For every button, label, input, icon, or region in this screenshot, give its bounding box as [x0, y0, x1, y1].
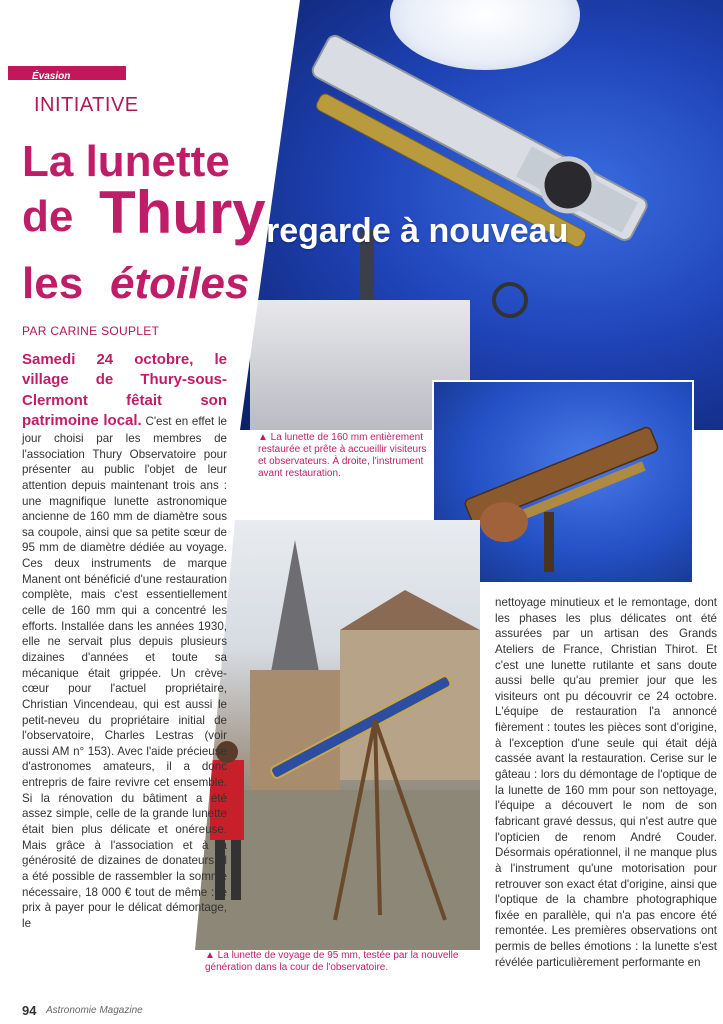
- title-line-2-de: de: [22, 192, 74, 241]
- title-line-1: La lunette: [22, 137, 230, 186]
- section-tag-label: Évasion: [32, 71, 71, 82]
- photo-caption-top: ▲ La lunette de 160 mm entièrement restaurée et prête à accueillir visiteurs et observateurs. À droite, l'instrument avant restauration.: [258, 432, 427, 479]
- article-column-1: [22, 350, 227, 932]
- article-lead: Samedi 24 octobre, le village de Thury-sous-Clermont fêtait son patrimoine local.: [22, 351, 227, 429]
- article-col1-text: C'est en effet le jour choisi par les membres de l'association Thury Observatoire pour présenter au public l'objet de leur attention depuis maintenant trois ans : une magnifique lunette astronomique ancienne de 160 mm de diamètre sous sa coupole, ainsi que sa petite sœur de 95 mm de diamètre dédiée au voyage. Ces deux instruments de marque Manent ont bénéficié d'une restauration complète, mais c'est essentiellement celle de 160 mm qui a concentré les efforts. Installée dans les années 1930, elle ne servait plus depuis plusieurs dizaines d'années et toute sa mécanique était grippée. Un crève-cœur pour l'actuel propriétaire, Christian Vincendeau, qui est aussi le petit-neveu du propriétaire initial de l'observatoire, Charles Lestras (voir aussi AM n° 153). Avec l'aide précieuse d'astronomes amateurs, il a donc entrepris de faire revivre cet ensemble. Si la rénovation du bâtiment a été assez simple, celle de la grande lunette était bien plus délicate et onéreuse. Mais grâce à l'association et à la générosité de dizaines de donateurs, il a été possible de rassembler la somme nécessaire, 18 000 € tout de même : le prix à payer pour le délicat démontage, le: [22, 414, 227, 930]
- title-line-2-thury: Thury: [99, 179, 266, 246]
- magazine-name: Astronomie Magazine: [46, 1005, 143, 1016]
- title-line-3-etoiles: étoiles: [110, 259, 250, 308]
- photo-caption-bottom: ▲ La lunette de voyage de 95 mm, testée par la nouvelle génération dans la cour de l'observatoire.: [205, 950, 459, 973]
- category-label: INITIATIVE: [34, 94, 139, 116]
- page-number: 94: [22, 1003, 37, 1018]
- title-line-3-les: les: [22, 259, 84, 308]
- photo-church-courtyard: [195, 520, 480, 950]
- section-tag: [8, 66, 126, 80]
- article-column-2: nettoyage minutieux et le remontage, dont les phases les plus délicates ont été assurées par un artisan des Grands Ateliers de France, Christian Thirot. Et c'est une lunette rutilante et sans doute aussi belle qu'au premier jour que les visiteurs ont pu découvrir ce 24 octobre. L'équipe de restauration l'a annoncé fièrement : toutes les pièces sont d'origine, à l'exception d'une seule qui était déjà cassée avant la restauration. Cerise sur le gâteau : lors du démontage de l'optique de la lunette de 160 mm pour son nettoyage, l'équipe a découvert le nom de son fabricant gravé dessus, qui n'est autre que l'opticien de renom André Couder. Désormais opérationnel, il ne manque plus à l'instrument qu'une motorisation pour retrouver son exact état d'origine, ainsi que l'optique de la chambre photographique fixée en parallèle, qui n'a pas encore été remontée. Les premières observations ont permis de belles émotions : la lunette s'est révélée particulièrement performante en: [495, 596, 717, 969]
- byline: PAR CARINE SOUPLET: [22, 324, 160, 338]
- courtyard-illustration: [195, 520, 480, 950]
- title-line-2-regarde: regarde à nouveau: [266, 212, 569, 250]
